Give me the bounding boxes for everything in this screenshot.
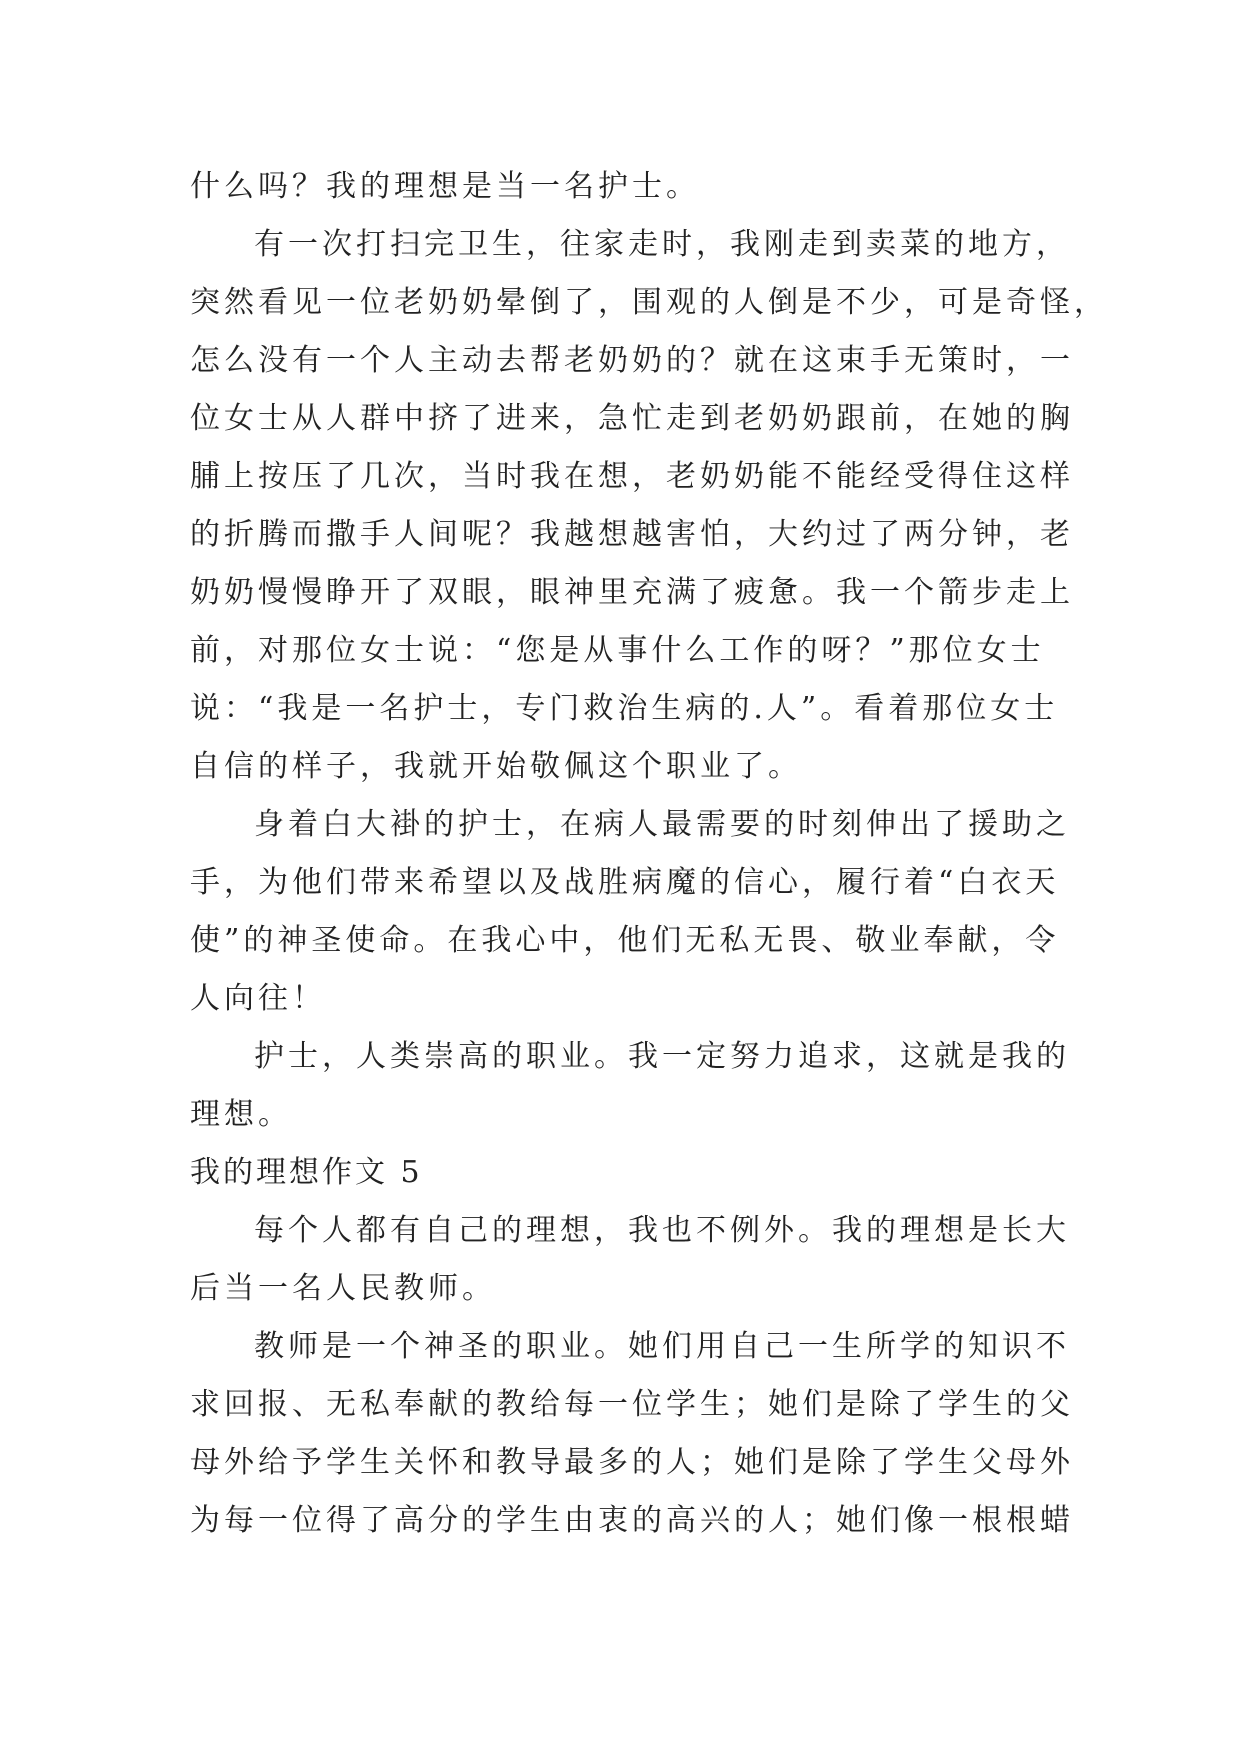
- text-line: 理想。: [190, 1097, 292, 1132]
- section-heading: 我的理想作文 5: [190, 1155, 423, 1190]
- paragraph-first-line: 有一次打扫完卫生，往家走时，我刚走到卖菜的地方，: [254, 227, 1070, 262]
- text-line: 前，对那位女士说：“您是从事什么工作的呀？”那位女士: [190, 633, 1045, 668]
- paragraph-first-line: 每个人都有自己的理想，我也不例外。我的理想是长大: [254, 1213, 1070, 1248]
- document-body: [190, 158, 1108, 1550]
- text-line: 说：“我是一名护士，专门救治生病的.人”。看着那位女士: [190, 691, 1059, 726]
- text-line: 突然看见一位老奶奶晕倒了，围观的人倒是不少，可是奇怪，: [190, 285, 1108, 320]
- text-line: 后当一名人民教师。: [190, 1271, 496, 1306]
- text-line: 脯上按压了几次，当时我在想，老奶奶能不能经受得住这样: [190, 459, 1074, 494]
- text-line: 奶奶慢慢睁开了双眼，眼神里充满了疲惫。我一个箭步走上: [190, 575, 1074, 610]
- paragraph-first-line: 教师是一个神圣的职业。她们用自己一生所学的知识不: [254, 1329, 1070, 1364]
- text-line: 为每一位得了高分的学生由衷的高兴的人；她们像一根根蜡: [190, 1503, 1074, 1538]
- text-line: 使”的神圣使命。在我心中，他们无私无畏、敬业奉献，令: [190, 923, 1060, 958]
- text-line: 母外给予学生关怀和教导最多的人；她们是除了学生父母外: [190, 1445, 1074, 1480]
- text-line: 求回报、无私奉献的教给每一位学生；她们是除了学生的父: [190, 1387, 1074, 1422]
- text-line: 人向往！: [190, 981, 326, 1016]
- text-line: 自信的样子，我就开始敬佩这个职业了。: [190, 749, 802, 784]
- text-line: 手，为他们带来希望以及战胜病魔的信心，履行着“白衣天: [190, 865, 1060, 900]
- text-line: 什么吗？我的理想是当一名护士。: [190, 169, 700, 204]
- paragraph-first-line: 护士，人类崇高的职业。我一定努力追求，这就是我的: [254, 1039, 1070, 1074]
- text-line: 位女士从人群中挤了进来，急忙走到老奶奶跟前，在她的胸: [190, 401, 1074, 436]
- paragraph-first-line: 身着白大褂的护士，在病人最需要的时刻伸出了援助之: [254, 807, 1070, 842]
- text-line: 的折腾而撒手人间呢？我越想越害怕，大约过了两分钟，老: [190, 517, 1074, 552]
- text-line: 怎么没有一个人主动去帮老奶奶的？就在这束手无策时，一: [190, 343, 1074, 378]
